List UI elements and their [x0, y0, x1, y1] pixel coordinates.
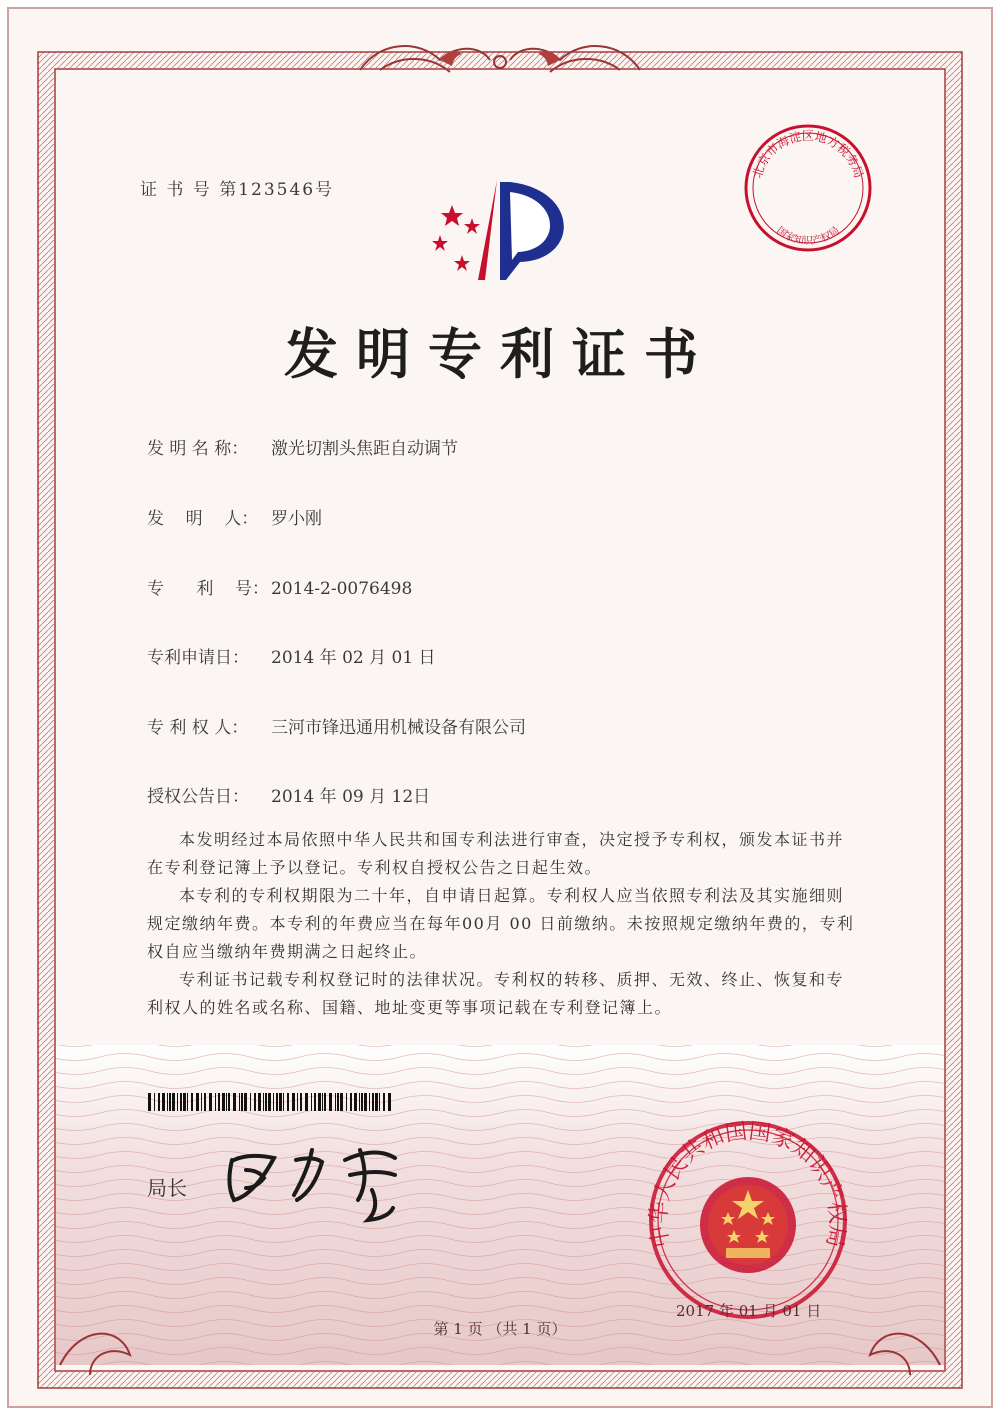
- barcode-bar: [359, 1093, 360, 1111]
- barcode-bar: [364, 1093, 367, 1111]
- field-value: 罗小刚: [271, 509, 322, 529]
- tax-stamp-ring: 北京市海淀区地方税务局: [750, 129, 866, 180]
- field-application-date: [147, 643, 436, 668]
- barcode-bar: [244, 1093, 247, 1111]
- barcode-bar: [162, 1093, 165, 1111]
- barcode-bar: [196, 1093, 199, 1111]
- field-value: 2014 年 02 月 01 日: [271, 648, 436, 668]
- barcode-bar: [350, 1093, 352, 1111]
- barcode-bar: [167, 1093, 168, 1111]
- barcode-bar: [183, 1093, 186, 1111]
- barcode-bar: [209, 1093, 212, 1111]
- barcode-bar: [335, 1093, 336, 1111]
- barcode-bar: [228, 1093, 230, 1111]
- issue-date: 2017 年 01 月 01 日: [676, 1302, 822, 1320]
- barcode-bar: [148, 1093, 151, 1111]
- barcode-bar: [233, 1093, 236, 1111]
- barcode-bar: [322, 1093, 323, 1111]
- field-inventor: [147, 504, 322, 529]
- barcode-bar: [276, 1093, 278, 1111]
- barcode-bar: [177, 1093, 178, 1111]
- document-title: 发明专利证书: [284, 322, 716, 386]
- field-label: 专 利 号：: [147, 579, 270, 599]
- paragraph: 本发明经过本局依照中华人民共和国专利法进行审查，决定授予专利权，颁发本证书并在专利登记簿上予以登记。专利权自授权公告之日起生效。: [147, 830, 845, 877]
- barcode-bar: [292, 1093, 295, 1111]
- barcode-bar: [305, 1093, 308, 1111]
- barcode-bar: [265, 1093, 267, 1111]
- barcode-bar: [169, 1093, 171, 1111]
- barcode-bar: [279, 1093, 282, 1111]
- field-value: 2014-2-0076498: [271, 579, 413, 599]
- barcode-bar: [375, 1093, 378, 1111]
- page-number: 第 1 页 （共 1 页）: [433, 1320, 567, 1338]
- field-label: 专 利 权 人：: [147, 718, 249, 738]
- barcode-bar: [180, 1093, 182, 1111]
- barcode-bar: [337, 1093, 339, 1111]
- barcode-bar: [268, 1093, 271, 1111]
- certificate-number-value: 123546: [238, 180, 316, 200]
- field-value: 三河市锋迅通用机械设备有限公司: [271, 718, 526, 738]
- barcode-bar: [154, 1093, 155, 1111]
- barcode-bar: [204, 1093, 206, 1111]
- barcode-bar: [273, 1093, 274, 1111]
- certificate-number-label: 证 书 号 第: [140, 180, 239, 200]
- barcode-bar: [191, 1093, 193, 1111]
- field-value: 2014 年 09 月 12日: [271, 787, 431, 807]
- field-invention-name: [147, 434, 458, 459]
- barcode-bar: [218, 1093, 220, 1111]
- barcode-bar: [222, 1093, 225, 1111]
- field-patentee: [147, 713, 526, 738]
- barcode-bar: [201, 1093, 202, 1111]
- barcode-bar: [372, 1093, 374, 1111]
- field-label: 发 明 人：: [147, 509, 259, 529]
- barcode-bar: [254, 1093, 256, 1111]
- barcode-bar: [250, 1093, 251, 1111]
- barcode-bar: [361, 1093, 363, 1111]
- certificate-number: [140, 175, 334, 200]
- barcode-bar: [241, 1093, 243, 1111]
- barcode-bar: [329, 1093, 332, 1111]
- barcode-bar: [340, 1093, 343, 1111]
- barcode-bar: [215, 1093, 216, 1111]
- barcode-bar: [226, 1093, 227, 1111]
- field-value: 激光切割头焦距自动调节: [271, 439, 458, 459]
- director-label: 局长: [147, 1176, 187, 1200]
- barcode-bar: [311, 1093, 312, 1111]
- barcode: [148, 1093, 391, 1111]
- field-label: 专利申请日：: [147, 648, 249, 668]
- legal-statement: [147, 826, 859, 1022]
- tax-stamp-bottom: 国家知识产权局: [774, 225, 842, 247]
- barcode-bar: [369, 1093, 370, 1111]
- barcode-bar: [388, 1093, 391, 1111]
- barcode-bar: [297, 1093, 298, 1111]
- barcode-bar: [346, 1093, 347, 1111]
- barcode-bar: [172, 1093, 175, 1111]
- barcode-bar: [314, 1093, 316, 1111]
- barcode-bar: [283, 1093, 284, 1111]
- paragraph: 专利证书记载专利权登记时的法律状况。专利权的转移、质押、无效、终止、恢复和专利权人的姓名或名称、国籍、地址变更等事项记载在专利登记簿上。: [147, 970, 845, 1017]
- barcode-bar: [187, 1093, 188, 1111]
- barcode-bar: [239, 1093, 240, 1111]
- barcode-bar: [354, 1093, 357, 1111]
- certificate-number-suffix: 号: [315, 180, 335, 200]
- national-seal-ring: 中华人民共和国国家知识产权局: [646, 1119, 850, 1250]
- barcode-bar: [318, 1093, 321, 1111]
- barcode-bar: [379, 1093, 380, 1111]
- field-label: 发 明 名 称：: [147, 439, 249, 459]
- paragraph: 本专利的专利权期限为二十年，自申请日起算。专利权人应当依照专利法及其实施细则规定缴纳年费。本专利的年费应当在每年00月 00 日前缴纳。未按照规定缴纳年费的，专利权自应当缴纳年费期满之日起终止。: [147, 886, 855, 961]
- field-label: 授权公告日：: [147, 787, 249, 807]
- barcode-bar: [158, 1093, 160, 1111]
- field-patent-number: [147, 574, 412, 599]
- barcode-bar: [258, 1093, 261, 1111]
- barcode-bar: [383, 1093, 385, 1111]
- barcode-bar: [300, 1093, 302, 1111]
- barcode-bar: [287, 1093, 289, 1111]
- barcode-bar: [324, 1093, 326, 1111]
- barcode-bar: [263, 1093, 264, 1111]
- field-grant-date: [147, 782, 430, 807]
